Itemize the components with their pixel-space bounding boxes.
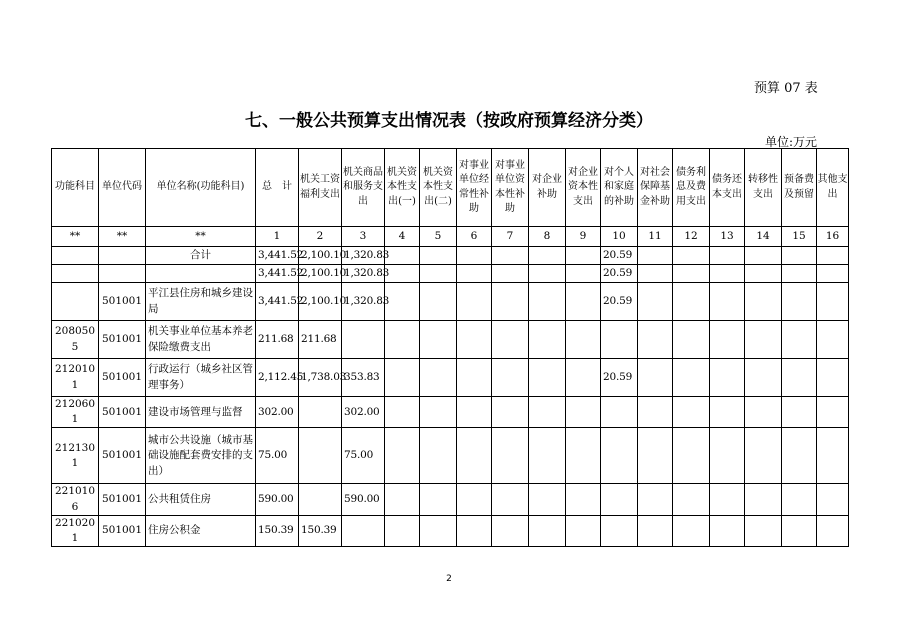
personal-subsidy-cell (601, 397, 638, 428)
column-header: 对事业单位资本性补助 (492, 149, 529, 227)
column-header: 机关工资福利支出 (299, 149, 342, 227)
empty-cell (566, 321, 601, 359)
index-cell: 1 (256, 227, 299, 247)
table-row (52, 428, 849, 484)
column-header: 对事业单位经常性补助 (457, 149, 492, 227)
empty-cell (782, 515, 817, 546)
empty-cell (673, 359, 710, 397)
empty-cell (385, 484, 420, 515)
empty-cell (782, 265, 817, 283)
index-cell: 16 (817, 227, 849, 247)
empty-cell (457, 484, 492, 515)
index-cell: 14 (745, 227, 782, 247)
empty-cell (710, 247, 745, 265)
empty-cell (673, 515, 710, 546)
empty-cell (420, 515, 457, 546)
empty-cell (420, 484, 457, 515)
column-header: 对个人和家庭的补助 (601, 149, 638, 227)
empty-cell (745, 265, 782, 283)
goods-services-cell: 590.00 (342, 484, 385, 515)
total-cell: 75.00 (256, 428, 299, 484)
empty-cell (638, 283, 673, 321)
unit-name-cell: 城市公共设施（城市基础设施配套费安排的支出） (146, 428, 256, 484)
goods-services-cell (342, 515, 385, 546)
index-cell: 2 (299, 227, 342, 247)
empty-cell (710, 321, 745, 359)
total-cell: 3,441.52 (256, 265, 299, 283)
total-cell: 590.00 (256, 484, 299, 515)
personal-subsidy-cell (601, 515, 638, 546)
empty-cell (492, 321, 529, 359)
empty-cell (817, 265, 849, 283)
empty-cell (420, 283, 457, 321)
empty-cell (817, 428, 849, 484)
empty-cell (710, 515, 745, 546)
empty-cell (457, 321, 492, 359)
index-cell: 11 (638, 227, 673, 247)
unit-label: 单位:万元 (765, 135, 818, 149)
unit-code-cell (99, 247, 146, 265)
goods-services-cell: 1,320.83 (342, 283, 385, 321)
empty-cell (782, 321, 817, 359)
empty-cell (817, 283, 849, 321)
index-cell: ** (52, 227, 99, 247)
column-header: 机关资本性支出(二) (420, 149, 457, 227)
wage-cell: 150.39 (299, 515, 342, 546)
empty-cell (457, 515, 492, 546)
total-cell: 211.68 (256, 321, 299, 359)
table-row (52, 321, 849, 359)
empty-cell (420, 359, 457, 397)
form-number: 预算 07 表 (754, 81, 818, 96)
empty-cell (710, 484, 745, 515)
empty-cell (710, 359, 745, 397)
index-cell: 10 (601, 227, 638, 247)
unit-code-cell: 501001 (99, 359, 146, 397)
empty-cell (385, 321, 420, 359)
empty-cell (529, 428, 566, 484)
index-cell: 4 (385, 227, 420, 247)
table-row (52, 397, 849, 428)
unit-code-cell: 501001 (99, 515, 146, 546)
empty-cell (782, 359, 817, 397)
func-code-cell (52, 283, 99, 321)
column-header: 债务利息及费用支出 (673, 149, 710, 227)
empty-cell (529, 515, 566, 546)
wage-cell (299, 397, 342, 428)
column-header: 功能科目 (52, 149, 99, 227)
empty-cell (492, 247, 529, 265)
table-row (52, 247, 849, 265)
empty-cell (782, 247, 817, 265)
func-code-cell: 2121301 (52, 428, 99, 484)
column-header: 债务还本支出 (710, 149, 745, 227)
page-number: 2 (446, 574, 452, 584)
goods-services-cell: 75.00 (342, 428, 385, 484)
empty-cell (673, 484, 710, 515)
goods-services-cell: 302.00 (342, 397, 385, 428)
unit-code-cell: 501001 (99, 484, 146, 515)
table-row (52, 283, 849, 321)
empty-cell (566, 428, 601, 484)
table-row (52, 359, 849, 397)
column-header: 单位名称(功能科目) (146, 149, 256, 227)
empty-cell (745, 484, 782, 515)
empty-cell (457, 265, 492, 283)
empty-cell (492, 359, 529, 397)
column-header: 对社会保障基金补助 (638, 149, 673, 227)
empty-cell (638, 515, 673, 546)
empty-cell (817, 515, 849, 546)
empty-cell (492, 265, 529, 283)
unit-name-cell: 机关事业单位基本养老保险缴费支出 (146, 321, 256, 359)
index-cell: 12 (673, 227, 710, 247)
empty-cell (745, 321, 782, 359)
empty-cell (745, 247, 782, 265)
column-header: 转移性支出 (745, 149, 782, 227)
index-cell: ** (146, 227, 256, 247)
empty-cell (492, 515, 529, 546)
empty-cell (745, 428, 782, 484)
empty-cell (638, 265, 673, 283)
table-row (52, 484, 849, 515)
empty-cell (638, 247, 673, 265)
index-cell: 15 (782, 227, 817, 247)
empty-cell (420, 265, 457, 283)
empty-cell (492, 397, 529, 428)
wage-cell (299, 484, 342, 515)
empty-cell (817, 397, 849, 428)
index-cell: 9 (566, 227, 601, 247)
wage-cell: 211.68 (299, 321, 342, 359)
empty-cell (529, 359, 566, 397)
empty-cell (745, 397, 782, 428)
wage-cell: 2,100.10 (299, 247, 342, 265)
column-header: 预备费及预留 (782, 149, 817, 227)
index-cell: ** (99, 227, 146, 247)
table-row (52, 265, 849, 283)
total-cell: 150.39 (256, 515, 299, 546)
empty-cell (566, 397, 601, 428)
empty-cell (385, 359, 420, 397)
unit-name-cell: 平江县住房和城乡建设局 (146, 283, 256, 321)
empty-cell (638, 428, 673, 484)
wage-cell: 2,100.10 (299, 283, 342, 321)
empty-cell (673, 428, 710, 484)
empty-cell (817, 247, 849, 265)
empty-cell (745, 515, 782, 546)
empty-cell (638, 359, 673, 397)
func-code-cell (52, 265, 99, 283)
wage-cell: 1,738.03 (299, 359, 342, 397)
goods-services-cell: 1,320.83 (342, 247, 385, 265)
wage-cell (299, 428, 342, 484)
column-header: 其他支出 (817, 149, 849, 227)
index-cell: 6 (457, 227, 492, 247)
empty-cell (817, 359, 849, 397)
empty-cell (638, 484, 673, 515)
unit-code-cell: 501001 (99, 428, 146, 484)
empty-cell (673, 397, 710, 428)
func-code-cell: 2120101 (52, 359, 99, 397)
empty-cell (457, 359, 492, 397)
func-code-cell: 2120601 (52, 397, 99, 428)
column-header: 机关资本性支出(一) (385, 149, 420, 227)
unit-name-cell: 建设市场管理与监督 (146, 397, 256, 428)
unit-code-cell (99, 265, 146, 283)
empty-cell (673, 265, 710, 283)
unit-name-cell: 行政运行（城乡社区管理事务） (146, 359, 256, 397)
func-code-cell: 2210106 (52, 484, 99, 515)
column-header: 总 计 (256, 149, 299, 227)
func-code-cell: 2210201 (52, 515, 99, 546)
personal-subsidy-cell (601, 321, 638, 359)
page-title: 七、一般公共预算支出情况表（按政府预算经济分类） (245, 111, 653, 131)
empty-cell (745, 283, 782, 321)
column-header: 机关商品和服务支出 (342, 149, 385, 227)
empty-cell (385, 397, 420, 428)
empty-cell (566, 484, 601, 515)
unit-code-cell: 501001 (99, 397, 146, 428)
empty-cell (385, 428, 420, 484)
empty-cell (782, 428, 817, 484)
empty-cell (638, 397, 673, 428)
empty-cell (782, 484, 817, 515)
empty-cell (710, 283, 745, 321)
empty-cell (566, 265, 601, 283)
empty-cell (673, 283, 710, 321)
index-cell: 3 (342, 227, 385, 247)
empty-cell (457, 283, 492, 321)
personal-subsidy-cell: 20.59 (601, 359, 638, 397)
wage-cell: 2,100.10 (299, 265, 342, 283)
empty-cell (566, 359, 601, 397)
total-cell: 3,441.52 (256, 283, 299, 321)
func-code-cell: 2080505 (52, 321, 99, 359)
empty-cell (673, 321, 710, 359)
empty-cell (638, 321, 673, 359)
empty-cell (457, 247, 492, 265)
empty-cell (420, 247, 457, 265)
personal-subsidy-cell: 20.59 (601, 247, 638, 265)
empty-cell (492, 283, 529, 321)
unit-name-cell (146, 265, 256, 283)
table-row (52, 515, 849, 546)
empty-cell (566, 247, 601, 265)
unit-name-cell: 合计 (146, 247, 256, 265)
empty-cell (529, 247, 566, 265)
empty-cell (529, 265, 566, 283)
column-header: 对企业补助 (529, 149, 566, 227)
unit-code-cell: 501001 (99, 321, 146, 359)
personal-subsidy-cell: 20.59 (601, 265, 638, 283)
column-header: 对企业资本性支出 (566, 149, 601, 227)
index-cell: 5 (420, 227, 457, 247)
personal-subsidy-cell: 20.59 (601, 283, 638, 321)
header-row (52, 149, 849, 227)
total-cell: 2,112.45 (256, 359, 299, 397)
index-cell: 8 (529, 227, 566, 247)
empty-cell (745, 359, 782, 397)
empty-cell (529, 321, 566, 359)
total-cell: 3,441.52 (256, 247, 299, 265)
empty-cell (457, 428, 492, 484)
empty-cell (457, 397, 492, 428)
empty-cell (529, 397, 566, 428)
empty-cell (673, 247, 710, 265)
unit-name-cell: 住房公积金 (146, 515, 256, 546)
empty-cell (566, 515, 601, 546)
empty-cell (529, 283, 566, 321)
empty-cell (385, 283, 420, 321)
column-header: 单位代码 (99, 149, 146, 227)
empty-cell (492, 484, 529, 515)
empty-cell (420, 321, 457, 359)
empty-cell (817, 484, 849, 515)
empty-cell (710, 428, 745, 484)
empty-cell (710, 397, 745, 428)
total-cell: 302.00 (256, 397, 299, 428)
personal-subsidy-cell (601, 428, 638, 484)
index-row (52, 227, 849, 247)
index-cell: 13 (710, 227, 745, 247)
empty-cell (566, 283, 601, 321)
goods-services-cell (342, 321, 385, 359)
index-cell: 7 (492, 227, 529, 247)
empty-cell (420, 397, 457, 428)
goods-services-cell: 1,320.83 (342, 265, 385, 283)
empty-cell (782, 397, 817, 428)
empty-cell (492, 428, 529, 484)
func-code-cell (52, 247, 99, 265)
empty-cell (782, 283, 817, 321)
empty-cell (385, 247, 420, 265)
empty-cell (529, 484, 566, 515)
empty-cell (385, 265, 420, 283)
empty-cell (710, 265, 745, 283)
goods-services-cell: 353.83 (342, 359, 385, 397)
empty-cell (817, 321, 849, 359)
personal-subsidy-cell (601, 484, 638, 515)
empty-cell (420, 428, 457, 484)
unit-name-cell: 公共租赁住房 (146, 484, 256, 515)
budget-table (51, 148, 849, 547)
empty-cell (385, 515, 420, 546)
unit-code-cell: 501001 (99, 283, 146, 321)
